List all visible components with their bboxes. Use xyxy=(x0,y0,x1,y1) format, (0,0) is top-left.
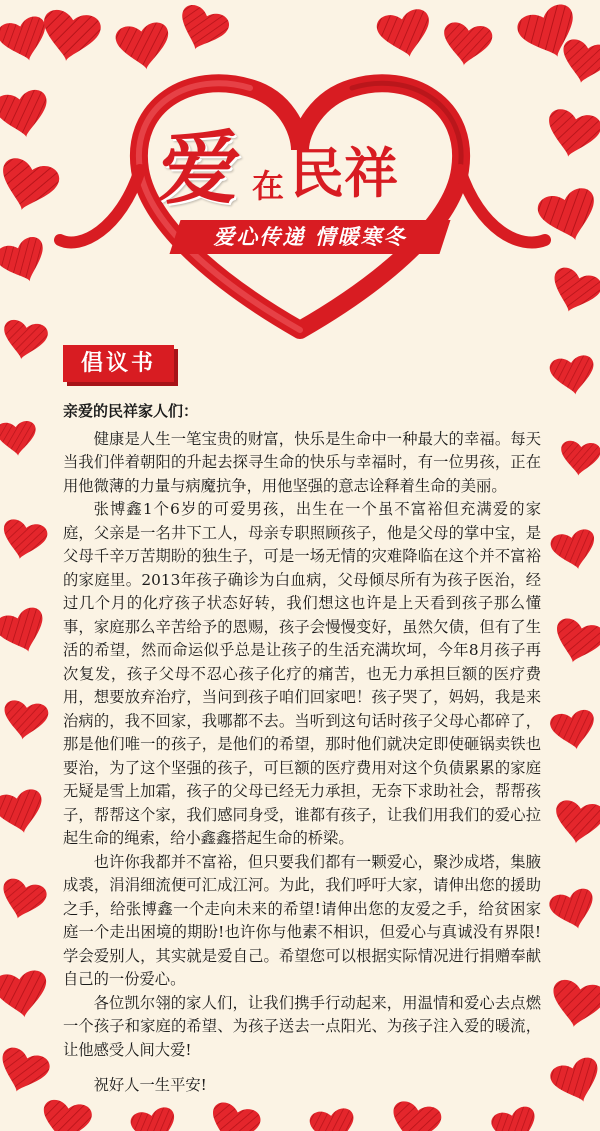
closing: 祝好人一生平安! xyxy=(93,1076,207,1094)
title-minxiang: 民祥 xyxy=(290,142,398,205)
paragraph: 也许你我都并不富裕，但只要我们都有一颗爱心，聚沙成塔，集腋成裘，涓涓细流便可汇成江河。为此，我们呼吁大家，请伸出您的援助之手，给张博鑫一个走向未来的希望!请伸出您的友爱之手，给贫困家庭一个走出困境的期盼!也许你与他素不相识，但爱心与真诚没有界限!学会爱别人，其实就是爱自己。希望您可以根据实际情况进行捐赠奉献自己的一份爱心。 xyxy=(63,852,541,988)
title-ai: 爱 xyxy=(155,122,245,215)
letter-body xyxy=(63,400,541,1098)
salutation: 亲爱的民祥家人们： xyxy=(63,402,199,420)
hearts-right xyxy=(535,107,600,1109)
hearts-left xyxy=(0,88,62,1099)
hearts-top xyxy=(0,1,600,88)
hearts-bottom xyxy=(39,1098,542,1131)
slogan: 爱心传递 情暖寒冬 xyxy=(213,224,407,249)
proposal-tag: 倡议书 xyxy=(63,345,174,382)
paragraph: 各位凯尔翎的家人们，让我们携手行动起来，用温情和爱心去点燃一个孩子和家庭的希望、为孩子送去一点阳光、为孩子注入爱的暖流，让他感受人间大爱! xyxy=(63,993,541,1059)
campaign-title xyxy=(140,124,460,214)
paragraph: 张博鑫1个6岁的可爱男孩，出生在一个虽不富裕但充满爱的家庭，父亲是一名井下工人，母亲专职照顾孩子，他是父母的掌中宝，是父母千辛万苦期盼的独生子，可是一场无情的灾难降临在这个并不富裕的家庭里。2013年孩子确诊为白血病，父母倾尽所有为孩子医治，经过几个月的化疗孩子状态好转，我们想这也许是上天看到孩子那么懂事，家庭那么辛苦给予的恩赐，孩子会慢慢变好，虽然欠债，但有了生活的希望，然而命运似乎总是让孩子的生活充满坎坷，今年8月孩子再次复发，孩子父母不忍心孩子化疗的痛苦，也无力承担巨额的医疗费用，想要放弃治疗，当问到孩子咱们回家吧！孩子哭了，妈妈，我是来治病的，我不回家，我哪都不去。当听到这句话时孩子父母心都碎了，那是他们唯一的孩子，是他们的希望，那时他们就决定即使砸锅卖铁也要治，为了这个坚强的孩子，可巨额的医疗费用对这个负债累累的家庭无疑是雪上加霜，孩子的父母已经无力承担，无奈下求助社会，帮帮孩子，帮帮这个家，我们感同身受，谁都有孩子，让我们用我们的爱心拉起生命的绳索，给小鑫鑫搭起生命的桥梁。 xyxy=(63,500,541,847)
title-zai: 在 xyxy=(252,167,285,205)
paragraph: 健康是人生一笔宝贵的财富，快乐是生命中一种最大的幸福。每天当我们伴着朝阳的升起去探寻生命的快乐与幸福时，有一位男孩，正在用他微薄的力量与病魔抗争，用他坚强的意志诠释着生命的美丽。 xyxy=(63,429,541,495)
